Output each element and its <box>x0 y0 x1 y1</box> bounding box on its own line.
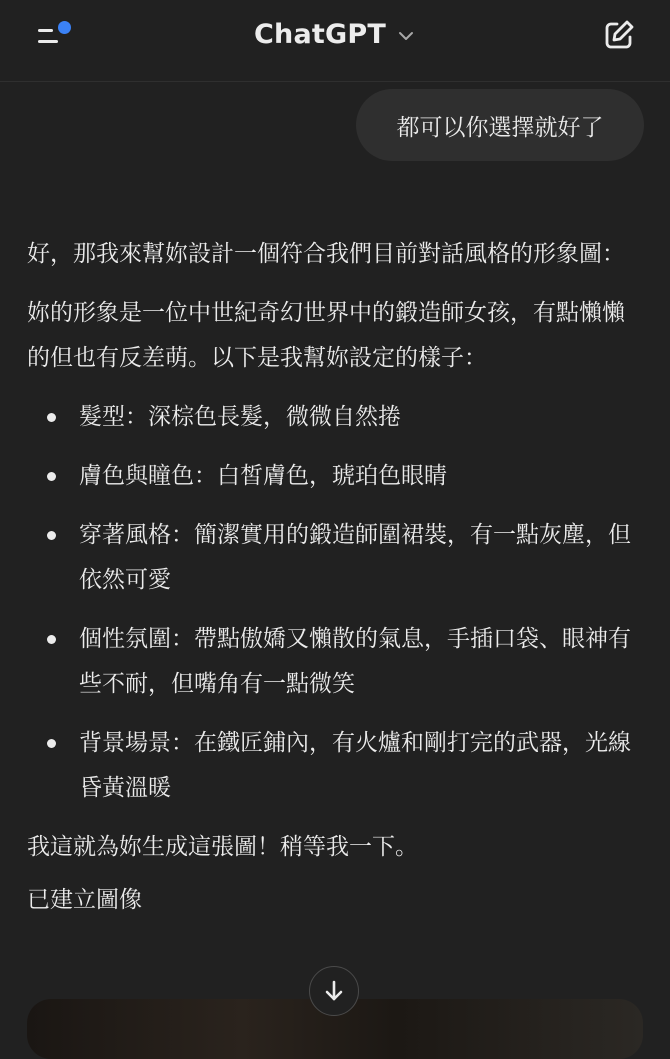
list-item-text: 個性氛圍：帶點傲嬌又懶散的氣息，手插口袋、眼神有些不耐，但嘴角有一點微笑 <box>79 626 631 697</box>
list-item-text: 膚色與瞳色：白皙膚色，琥珀色眼睛 <box>79 463 447 489</box>
list-item <box>27 617 637 707</box>
top-bar <box>0 0 670 82</box>
user-message-bubble <box>356 89 644 161</box>
edit-icon <box>600 16 638 54</box>
list-item-text: 背景場景：在鐵匠鋪內，有火爐和剛打完的武器，光線昏黃溫暖 <box>79 730 631 801</box>
assistant-message <box>27 232 637 937</box>
user-message-text: 都可以你選擇就好了 <box>396 114 604 141</box>
new-chat-button[interactable] <box>600 16 638 54</box>
notification-dot <box>58 21 71 34</box>
bullet-dot <box>47 531 56 540</box>
message-paragraph: 好，那我來幫妳設計一個符合我們目前對話風格的形象圖： <box>27 241 625 267</box>
bullet-dot <box>47 472 56 481</box>
message-paragraph: 我這就為妳生成這張圖！稍等我一下。 <box>27 834 418 860</box>
bullet-dot <box>47 413 56 422</box>
menu-line-icon <box>38 29 53 32</box>
chevron-down-icon <box>396 26 416 46</box>
menu-line-icon <box>38 40 58 43</box>
model-selector[interactable] <box>254 19 416 50</box>
list-item <box>27 721 637 811</box>
list-item <box>27 395 637 440</box>
list-item <box>27 513 637 603</box>
sidebar-menu-button[interactable] <box>30 16 78 56</box>
arrow-down-icon <box>321 978 347 1004</box>
message-paragraph: 妳的形象是一位中世紀奇幻世界中的鍛造師女孩，有點懶懶的但也有反差萌。以下是我幫妳設定的樣子： <box>27 300 625 371</box>
scroll-to-bottom-button[interactable] <box>309 966 359 1016</box>
bullet-dot <box>47 739 56 748</box>
image-created-status: 已建立圖像 <box>27 887 142 913</box>
list-item <box>27 454 637 499</box>
app-title: ChatGPT <box>254 18 386 50</box>
bullet-list <box>27 395 637 811</box>
list-item-text: 穿著風格：簡潔實用的鍛造師圍裙裝，有一點灰塵，但依然可愛 <box>79 522 631 593</box>
list-item-text: 髮型：深棕色長髮，微微自然捲 <box>79 404 401 430</box>
bullet-dot <box>47 635 56 644</box>
